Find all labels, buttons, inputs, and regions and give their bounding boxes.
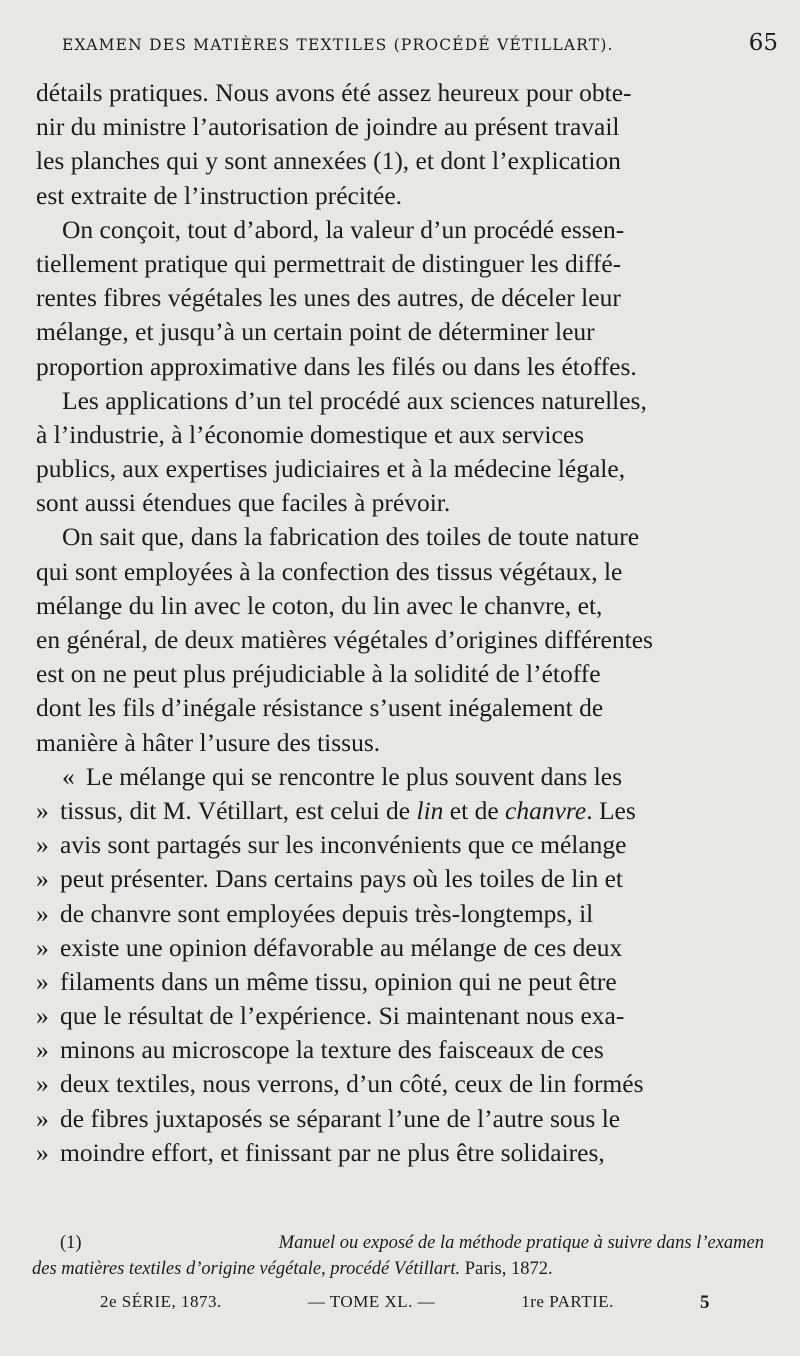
footnote (32, 1230, 764, 1282)
quote-line (36, 897, 764, 931)
quote-text: Le mélange qui se rencontre le plus souvent dans les (86, 761, 623, 791)
quote-cont-mark: » (36, 795, 49, 825)
quote-line (36, 794, 764, 828)
quote-text: avis sont partagés sur les inconvénients que ce mélange (60, 830, 627, 860)
text-line: rentes fibres végétales les unes des autres, de déceler leur (36, 283, 621, 313)
text-line: On conçoit, tout d’abord, la valeur d’un procédé essen- (62, 214, 625, 244)
quote-cont-mark: » (36, 932, 49, 962)
text-line: manière à hâter l’usure des tissus. (36, 727, 381, 757)
text-line: les planches qui y sont annexées (1), et dont l’explication (36, 146, 621, 176)
quote-line (36, 965, 764, 999)
italic-term: lin (416, 795, 444, 825)
quote-text: existe une opinion défavorable au mélange de ces deux (60, 932, 623, 962)
quote-cont-mark: » (36, 830, 49, 860)
text-line: mélange du lin avec le coton, du lin avec le chanvre, et, (36, 590, 603, 620)
page-number: 65 (748, 30, 778, 56)
footer-tome: — TOME XL. — (307, 1292, 436, 1311)
quote-text: peut présenter. Dans certains pays où les toiles de lin et (60, 864, 623, 894)
quote-line (36, 1102, 764, 1136)
footnote-title-line2: des matières textiles d’origine végétale, procédé Vétillart. (32, 1259, 461, 1279)
body-text (36, 76, 764, 1170)
italic-term: chanvre (505, 795, 587, 825)
text-line: On sait que, dans la fabrication des toiles de toute nature (62, 522, 640, 552)
text-line: est extraite de l’instruction précitée. (36, 180, 403, 210)
text-line: est on ne peut plus préjudiciable à la solidité de l’étoffe (36, 659, 601, 689)
quote-text: filaments dans un même tissu, opinion qui ne peut être (60, 966, 617, 996)
quote-cont-mark: » (36, 898, 49, 928)
text-line: sont aussi étendues que faciles à prévoir. (36, 488, 451, 518)
quote-cont-mark: » (36, 1103, 49, 1133)
text-line: publics, aux expertises judiciaires et à la médecine légale, (36, 454, 626, 484)
text-line: tiellement pratique qui permettrait de distinguer les diffé- (36, 248, 622, 278)
quote-text: tissus, dit M. Vétillart, est celui de lin et de chanvre. Les (60, 795, 636, 825)
quote-text: moindre effort, et finissant par ne plus être solidaires, (60, 1137, 605, 1167)
quote-text: de chanvre sont employées depuis très-longtemps, il (60, 898, 594, 928)
quote-text: deux textiles, nous verrons, d’un côté, ceux de lin formés (60, 1069, 644, 1099)
quote-cont-mark: » (36, 864, 49, 894)
text-line: détails pratiques. Nous avons été assez heureux pour obte- (36, 78, 632, 107)
quote-line (36, 931, 764, 965)
quote-text: minons au microscope la texture des faisceaux de ces (60, 1035, 604, 1065)
quote-line (36, 828, 764, 862)
text-line: proportion approximative dans les filés ou dans les étoffes. (36, 351, 637, 381)
quote-line (36, 760, 764, 794)
text-line: en général, de deux matières végétales d’origines différentes (36, 625, 653, 654)
quote-open-mark: « (62, 761, 75, 791)
text-line: à l’industrie, à l’économie domestique et aux services (36, 419, 585, 449)
quote-line (36, 862, 764, 896)
text-line: dont les fils d’inégale résistance s’usent inégalement de (36, 693, 604, 723)
quote-line (36, 999, 764, 1033)
quote-cont-mark: » (36, 1137, 49, 1167)
text-line: qui sont employées à la confection des tissus végétaux, le (36, 556, 623, 586)
footnote-place-year: Paris, 1872. (464, 1259, 553, 1279)
text-line: nir du ministre l’autorisation de joindre au présent travail (36, 112, 620, 142)
quote-line (36, 1033, 764, 1067)
text-line: Les applications d’un tel procédé aux sciences naturelles, (62, 385, 647, 415)
footnote-marker: (1) (60, 1233, 82, 1253)
quote-cont-mark: » (36, 1069, 49, 1099)
quote-line (36, 1067, 764, 1101)
text-line: mélange, et jusqu’à un certain point de déterminer leur (36, 317, 595, 347)
page-footer (100, 1292, 710, 1314)
quote-text: de fibres juxtaposés se séparant l’une de l’autre sous le (60, 1103, 621, 1133)
quote-cont-mark: » (36, 1035, 49, 1065)
quote-line (36, 1136, 764, 1170)
footer-series: 2e SÉRIE, 1873. (100, 1292, 222, 1311)
running-header (62, 30, 782, 56)
footnote-title-line1: Manuel ou exposé de la méthode pratique à suivre dans l’examen (278, 1233, 764, 1253)
footer-partie: 1re PARTIE. (521, 1292, 614, 1311)
quote-cont-mark: » (36, 966, 49, 996)
quote-text: que le résultat de l’expérience. Si maintenant nous exa- (60, 1001, 625, 1031)
signature-mark: 5 (700, 1292, 710, 1313)
running-title: EXAMEN DES MATIÈRES TEXTILES (PROCÉDÉ VÉTILLART). (62, 36, 614, 54)
quote-cont-mark: » (36, 1001, 49, 1031)
